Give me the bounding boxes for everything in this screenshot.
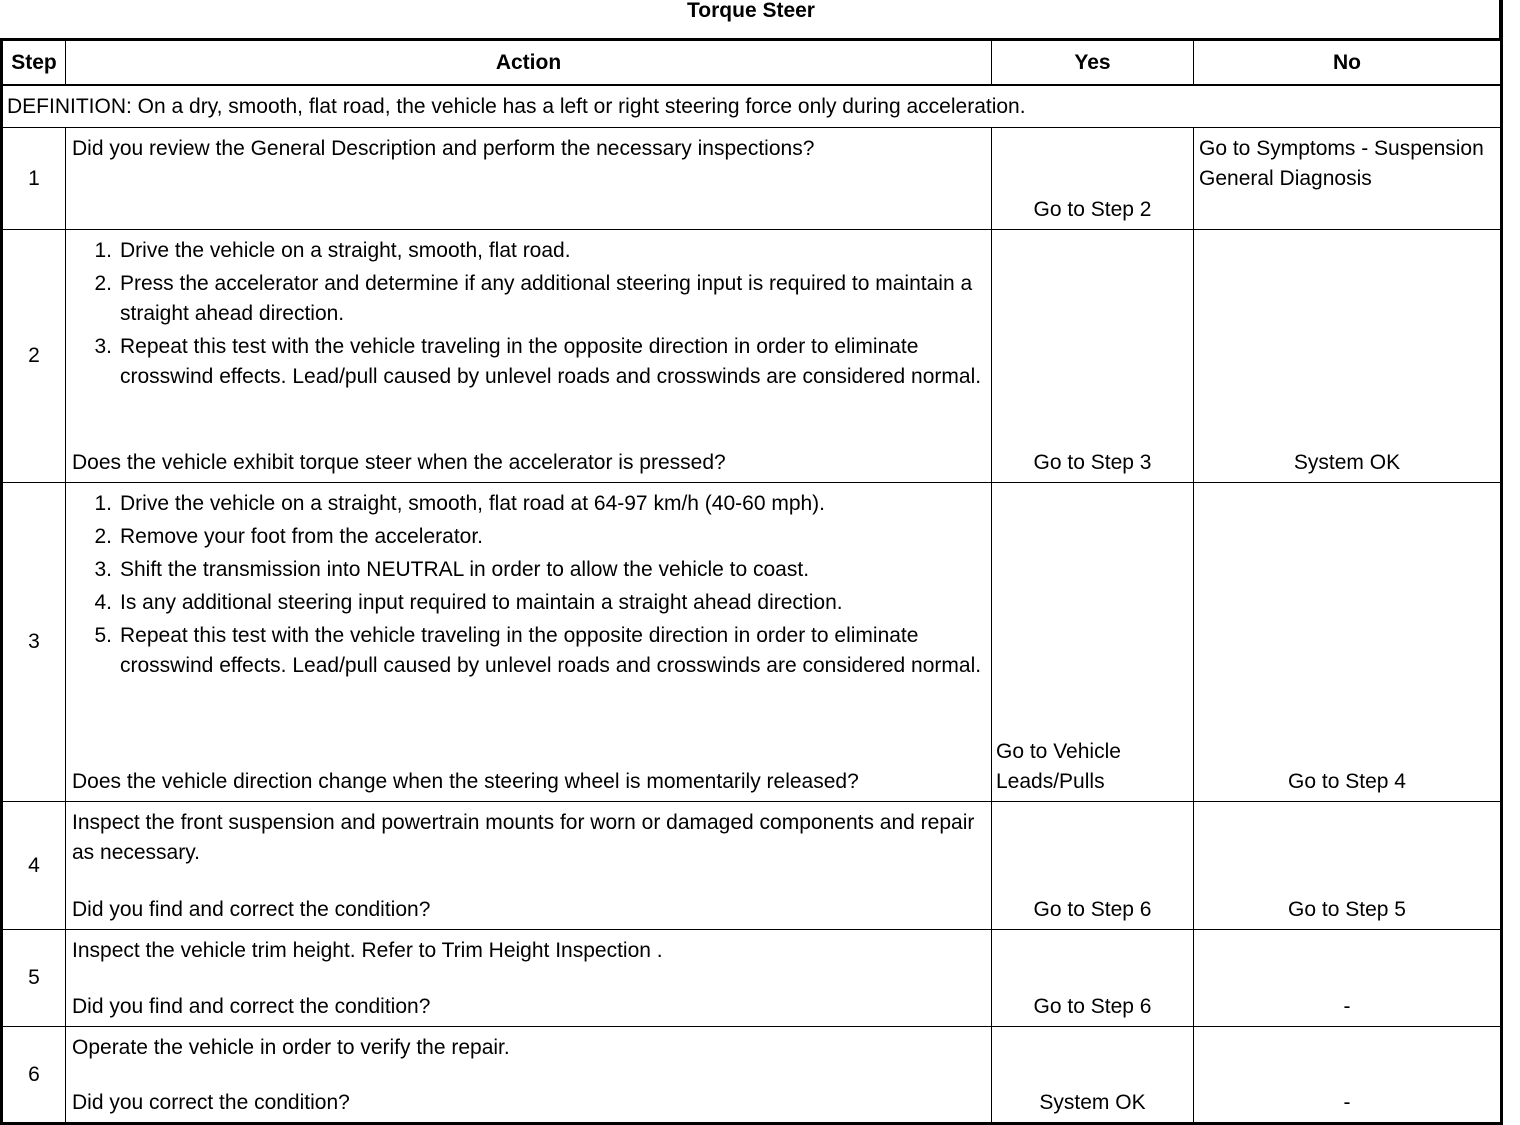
header-step: Step xyxy=(2,40,66,86)
step-number: 2 xyxy=(2,230,66,483)
no-action: Go to Step 5 xyxy=(1288,898,1406,921)
instruction: Inspect the front suspension and powertrain mounts for worn or damaged components and repair as necessary. xyxy=(72,811,975,864)
action-cell xyxy=(66,1027,992,1124)
yes-cell xyxy=(992,230,1194,483)
header-yes: Yes xyxy=(992,40,1194,86)
question: Did you find and correct the condition? xyxy=(72,995,431,1018)
table-title: Torque Steer xyxy=(687,0,815,22)
right-rule xyxy=(1499,0,1503,40)
step-number: 6 xyxy=(2,1027,66,1124)
table-row xyxy=(2,1027,1502,1124)
no-action: System OK xyxy=(1293,451,1401,474)
yes-cell xyxy=(992,128,1194,230)
definition-row xyxy=(2,85,1502,128)
table-row xyxy=(2,930,1502,1027)
question: Did you correct the condition? xyxy=(72,1091,350,1114)
header-no: No xyxy=(1194,40,1502,86)
instruction: Inspect the vehicle trim height. Refer to Trim Height Inspection . xyxy=(72,939,663,962)
no-action: - xyxy=(1343,1091,1351,1114)
step-number: 4 xyxy=(2,802,66,930)
yes-cell xyxy=(992,1027,1194,1124)
yes-cell xyxy=(992,802,1194,930)
list-item: 5. Repeat this test with the vehicle traveling in the opposite direction in order to eliminate crosswind effects. Lead/pull caused by unlevel roads and crosswinds are considered normal. xyxy=(94,624,982,677)
yes-action: Go to Step 6 xyxy=(1033,995,1152,1018)
table-row xyxy=(2,128,1502,230)
table-row xyxy=(2,802,1502,930)
list-item: 1. Drive the vehicle on a straight, smooth, flat road. xyxy=(94,239,571,262)
procedure-list xyxy=(72,489,985,681)
yes-cell xyxy=(992,483,1194,802)
step-number: 3 xyxy=(2,483,66,802)
header-action: Action xyxy=(66,40,992,86)
no-action: - xyxy=(1343,995,1351,1018)
yes-action: System OK xyxy=(1039,1091,1146,1114)
action-cell xyxy=(66,930,992,1027)
list-item: 3. Shift the transmission into NEUTRAL in order to allow the vehicle to coast. xyxy=(94,558,810,581)
action-cell xyxy=(66,230,992,483)
no-cell xyxy=(1194,1027,1502,1124)
no-action: Go to Step 4 xyxy=(1288,770,1406,793)
instruction: Operate the vehicle in order to verify the repair. xyxy=(72,1036,510,1059)
list-item: 1. Drive the vehicle on a straight, smooth, flat road at 64-97 km/h (40-60 mph). xyxy=(94,492,826,515)
action-cell xyxy=(66,128,992,230)
yes-action: Go to Vehicle Leads/Pulls xyxy=(996,740,1121,793)
no-cell xyxy=(1194,802,1502,930)
step-number: 1 xyxy=(2,128,66,230)
yes-cell xyxy=(992,930,1194,1027)
no-cell xyxy=(1194,930,1502,1027)
yes-action: Go to Step 6 xyxy=(1033,898,1152,921)
question: Did you find and correct the condition? xyxy=(72,898,431,921)
action-cell xyxy=(66,483,992,802)
definition: DEFINITION: On a dry, smooth, flat road, the vehicle has a left or right steering force only during acceleration. xyxy=(2,85,1502,128)
table-row xyxy=(2,230,1502,483)
no-cell xyxy=(1194,128,1502,230)
action-cell xyxy=(66,802,992,930)
procedure-list xyxy=(72,236,985,392)
question: Does the vehicle exhibit torque steer when the accelerator is pressed? xyxy=(72,451,726,474)
question: Did you review the General Description and perform the necessary inspections? xyxy=(72,137,815,160)
no-cell xyxy=(1194,483,1502,802)
step-number: 5 xyxy=(2,930,66,1027)
diagnostic-table xyxy=(0,38,1503,1125)
table-row xyxy=(2,483,1502,802)
header-row xyxy=(2,40,1502,86)
list-item: 3. Repeat this test with the vehicle traveling in the opposite direction in order to eliminate crosswind effects. Lead/pull caused by unlevel roads and crosswinds are considered normal. xyxy=(94,335,982,388)
list-item: 2. Press the accelerator and determine if any additional steering input is required to maintain a straight ahead direction. xyxy=(94,272,973,325)
yes-action: Go to Step 2 xyxy=(1033,198,1152,221)
no-cell xyxy=(1194,230,1502,483)
no-action: Go to Symptoms - Suspension General Diagnosis xyxy=(1199,137,1484,190)
yes-action: Go to Step 3 xyxy=(1033,451,1152,474)
question: Does the vehicle direction change when the steering wheel is momentarily released? xyxy=(72,770,859,793)
list-item: 2. Remove your foot from the accelerator. xyxy=(94,525,483,548)
list-item: 4. Is any additional steering input required to maintain a straight ahead direction. xyxy=(94,591,843,614)
